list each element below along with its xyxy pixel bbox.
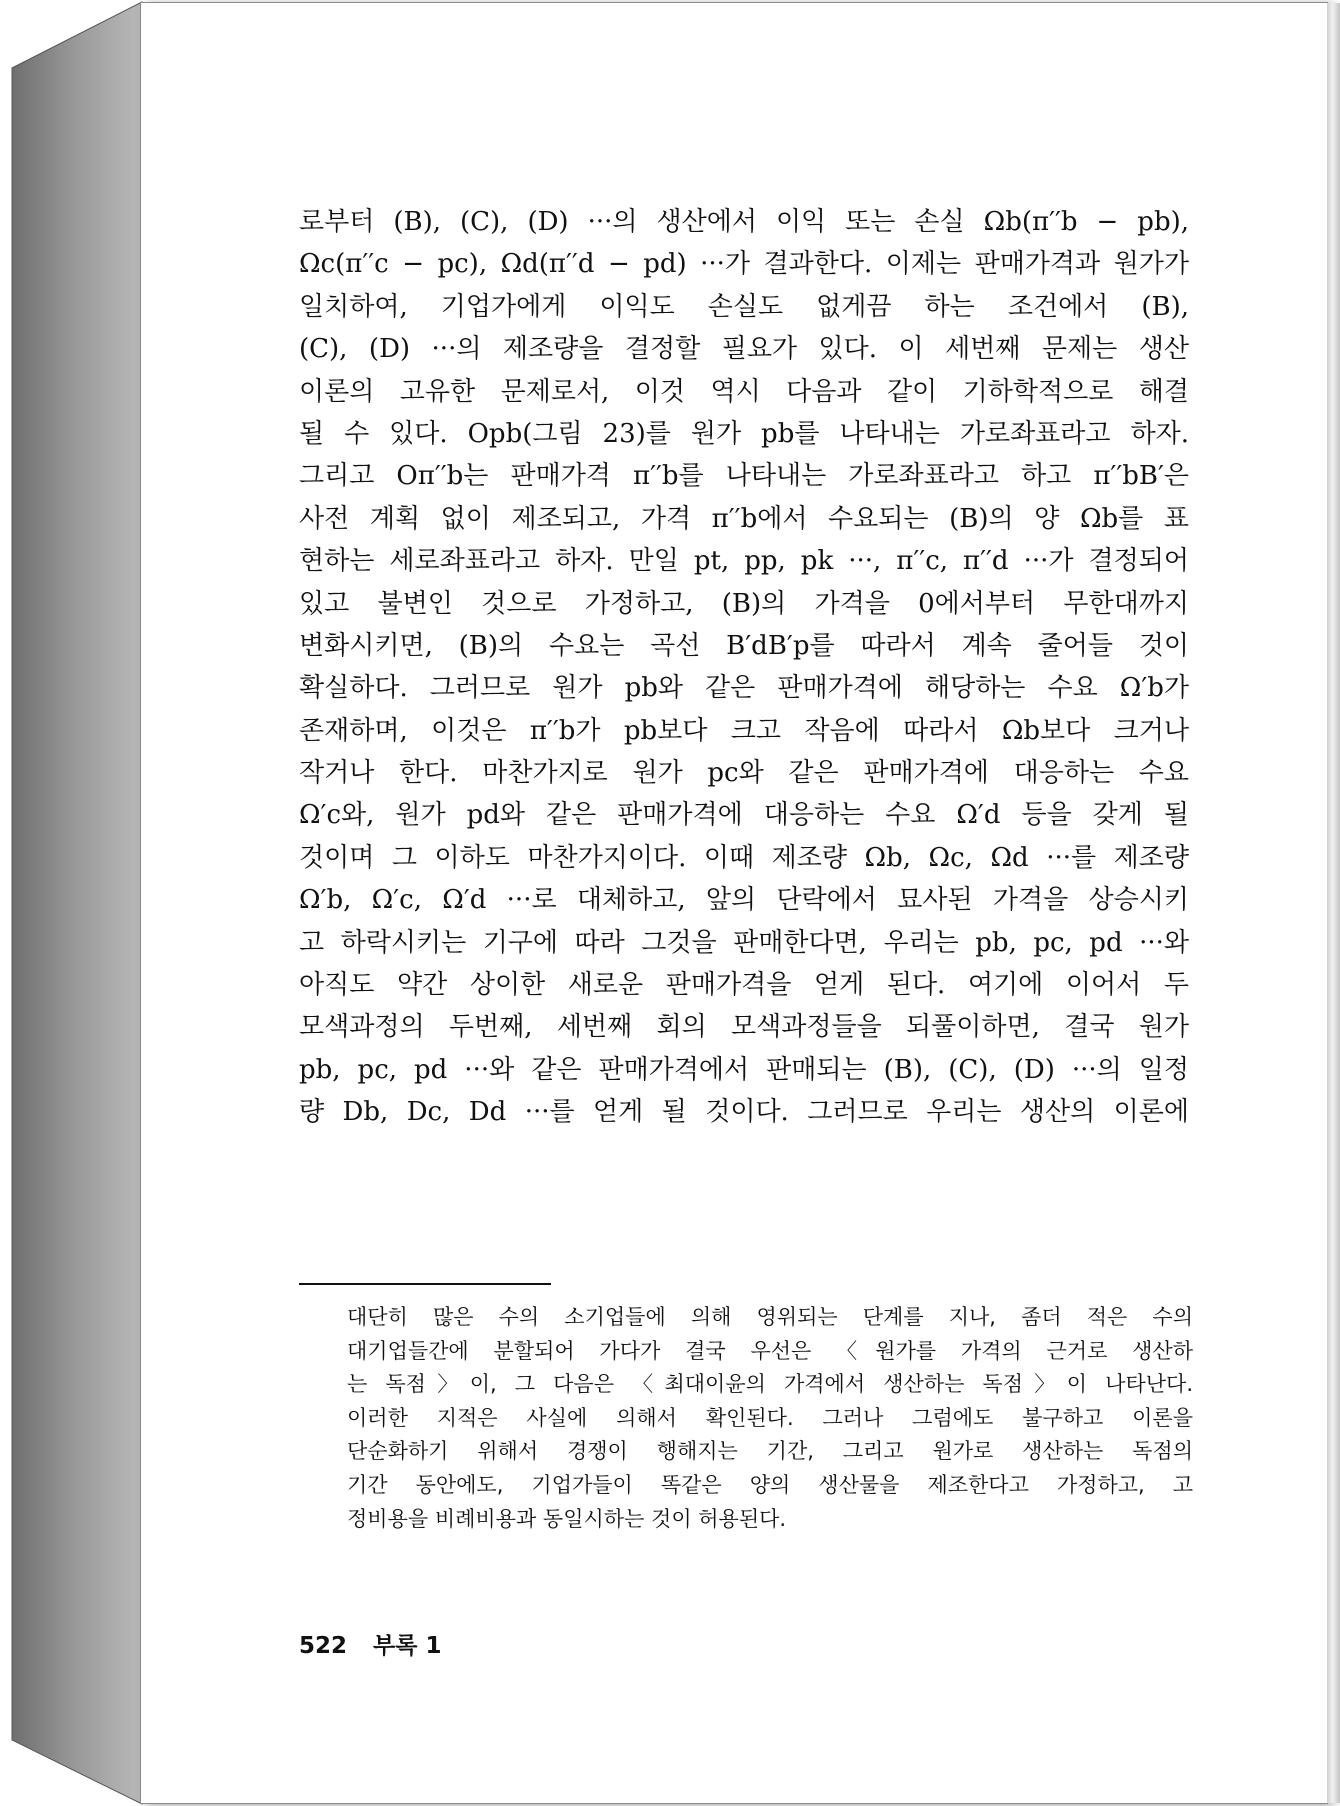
footnote-line: 이러한 지적은 사실에 의해서 확인된다. 그러나 그럼에도 불구하고 이론을 <box>347 1405 1193 1430</box>
footnote <box>347 1301 1193 1536</box>
body-line: Ω′c와, 원가 pd와 같은 판매가격에 대응하는 수요 Ω′d 등을 갖게 될 <box>299 800 1189 831</box>
footnote-line: 대기업들간에 분할되어 가다가 결국 우선은 〈원가를 가격의 근거로 생산하 <box>347 1338 1193 1363</box>
footnote-line: 단순화하기 위해서 경쟁이 행해지는 기간, 그리고 원가로 생산하는 독점의 <box>347 1439 1193 1464</box>
body-line: 될 수 있다. Opb(그림 23)를 원가 pb를 나타내는 가로좌표라고 하자. <box>299 418 1189 449</box>
page-number: 522 <box>299 1633 348 1659</box>
body-line: 존재하며, 이것은 π′′b가 pb보다 크고 작음에 따라서 Ωb보다 크거나 <box>299 715 1189 746</box>
footnote-line: 대단히 많은 수의 소기업들에 의해 영위되는 단계를 지나, 좀더 적은 수의 <box>347 1305 1193 1329</box>
book-page <box>140 2 1328 1804</box>
body-line: 일치하여, 기업가에게 이익도 손실도 없게끔 하는 조건에서 (B), <box>299 291 1189 322</box>
body-line: 아직도 약간 상이한 새로운 판매가격을 얻게 된다. 여기에 이어서 두 <box>299 970 1189 1001</box>
body-line: pb, pc, pd ···와 같은 판매가격에서 판매되는 (B), (C), (D) ···의 일정 <box>299 1054 1189 1085</box>
body-line: Ω′b, Ω′c, Ω′d ···로 대체하고, 앞의 단락에서 묘사된 가격을 상승시키 <box>299 885 1189 916</box>
page-folio <box>299 1627 441 1660</box>
footnote-line: 는 독점〉이, 그 다음은 〈최대이윤의 가격에서 생산하는 독점〉이 나타난다. <box>347 1372 1193 1397</box>
body-line: 확실하다. 그러므로 원가 pb와 같은 판매가격에 해당하는 수요 Ω′b가 <box>299 673 1189 704</box>
body-line: 고 하락시키는 기구에 따라 그것을 판매한다면, 우리는 pb, pc, pd ···와 <box>299 927 1189 958</box>
body-text <box>299 201 1189 1134</box>
body-line: 작거나 한다. 마찬가지로 원가 pc와 같은 판매가격에 대응하는 수요 <box>299 758 1189 789</box>
body-line: 그리고 Oπ′′b는 판매가격 π′′b를 나타내는 가로좌표라고 하고 π′′bB′은 <box>299 461 1189 492</box>
body-line: 현하는 세로좌표라고 하자. 만일 pt, pp, pk ···, π′′c, π′′d ···가 결정되어 <box>299 546 1189 577</box>
body-line: 모색과정의 두번째, 세번째 회의 모색과정들을 되풀이하면, 결국 원가 <box>299 1012 1189 1043</box>
body-line: 이론의 고유한 문제로서, 이것 역시 다음과 같이 기하학적으로 해결 <box>299 376 1189 407</box>
footnote-line: 정비용을 비례비용과 동일시하는 것이 허용된다. <box>347 1506 787 1531</box>
footnote-line: 기간 동안에도, 기업가들이 똑같은 양의 생산물을 제조한다고 가정하고, 고 <box>347 1472 1193 1497</box>
body-line: 로부터 (B), (C), (D) ···의 생산에서 이익 또는 손실 Ωb(π′′b − pb), <box>299 207 1189 237</box>
body-line: 사전 계획 없이 제조되고, 가격 π′′b에서 수요되는 (B)의 양 Ωb를 표 <box>299 503 1189 534</box>
body-line: (C), (D) ···의 제조량을 결정할 필요가 있다. 이 세번째 문제는 생산 <box>299 334 1189 365</box>
page-edge <box>1327 3 1340 1803</box>
body-line: Ωc(π′′c − pc), Ωd(π′′d − pd) ···가 결과한다. 이제는 판매가격과 원가가 <box>299 249 1189 280</box>
body-line: 것이며 그 이하도 마찬가지이다. 이때 제조량 Ωb, Ωc, Ωd ···를 제조량 <box>299 842 1189 873</box>
body-line: 있고 불변인 것으로 가정하고, (B)의 가격을 0에서부터 무한대까지 <box>299 588 1189 619</box>
body-line: 량 Db, Dc, Dd ···를 얻게 될 것이다. 그러므로 우리는 생산의 이론에 <box>299 1097 1189 1128</box>
book-spine-side <box>0 0 150 1806</box>
body-line: 변화시키면, (B)의 수요는 곡선 B′dB′p를 따라서 계속 줄어들 것이 <box>299 630 1189 661</box>
footnote-divider <box>299 1283 551 1285</box>
section-label: 부록 1 <box>373 1633 442 1659</box>
